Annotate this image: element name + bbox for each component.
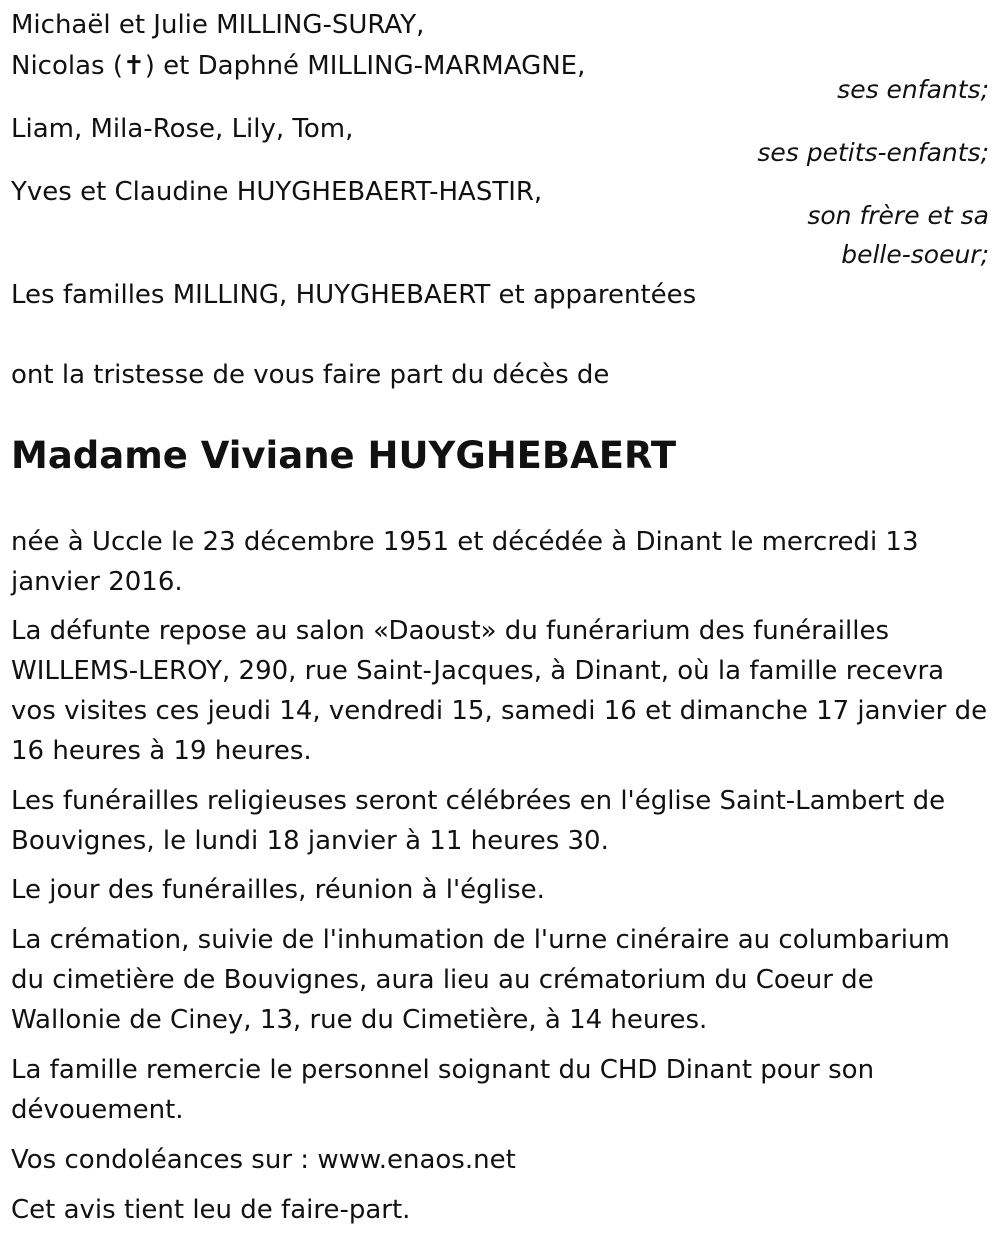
visitation-line-4: 16 heures à 19 heures. bbox=[11, 736, 312, 766]
thanks-paragraph: La famille remercie le personnel soignant du CHD Dinant pour son dévouement. bbox=[11, 1055, 875, 1125]
visitation-line-1: La défunte repose au salon «Daoust» du funérarium des funérailles bbox=[11, 616, 890, 646]
sibling-relation-line-2: belle-soeur; bbox=[841, 240, 989, 269]
notice-line: Cet avis tient leu de faire-part. bbox=[11, 1195, 411, 1225]
deceased-name: Madame Viviane HUYGHEBAERT bbox=[11, 434, 677, 477]
announcement: ont la tristesse de vous faire part du décès de bbox=[11, 360, 610, 390]
funeral-paragraph: Les funérailles religieuses seront célébrées en l'église Saint-Lambert de Bouvignes, le lundi 18 janvier à 11 heures 30. bbox=[11, 786, 946, 856]
grandchildren-relation: ses petits-enfants; bbox=[757, 138, 989, 167]
birth-death-paragraph: née à Uccle le 23 décembre 1951 et décédée à Dinant le mercredi 13 janvier 2016. bbox=[11, 527, 919, 597]
children-relation: ses enfants; bbox=[837, 75, 989, 104]
children-line-1: Michaël et Julie MILLING-SURAY, bbox=[11, 10, 425, 40]
families-line: Les familles MILLING, HUYGHEBAERT et apparentées bbox=[11, 280, 697, 310]
children-line-2: Nicolas (✝) et Daphné MILLING-MARMAGNE, bbox=[11, 51, 586, 81]
sibling-line: Yves et Claudine HUYGHEBAERT-HASTIR, bbox=[11, 177, 543, 207]
cremation-paragraph: La crémation, suivie de l'inhumation de l'urne cinéraire au columbarium du cimetière de Bouvignes, aura lieu au crématorium du Coeur de Wallonie de Ciney, 13, rue du Cimetière, à 14 heures. bbox=[11, 925, 950, 1035]
sibling-relation-line-1: son frère et sa bbox=[807, 201, 989, 230]
grandchildren-line: Liam, Mila-Rose, Lily, Tom, bbox=[11, 114, 354, 144]
visitation-line-2: WILLEMS-LEROY, 290, rue Saint-Jacques, à Dinant, où la famille recevra bbox=[11, 656, 945, 686]
visitation-line-3: vos visites ces jeudi 14, vendredi 15, samedi 16 et dimanche 17 janvier de bbox=[11, 696, 988, 726]
condolences-line: Vos condoléances sur : www.enaos.net bbox=[11, 1145, 516, 1175]
meeting-line: Le jour des funérailles, réunion à l'église. bbox=[11, 875, 545, 905]
